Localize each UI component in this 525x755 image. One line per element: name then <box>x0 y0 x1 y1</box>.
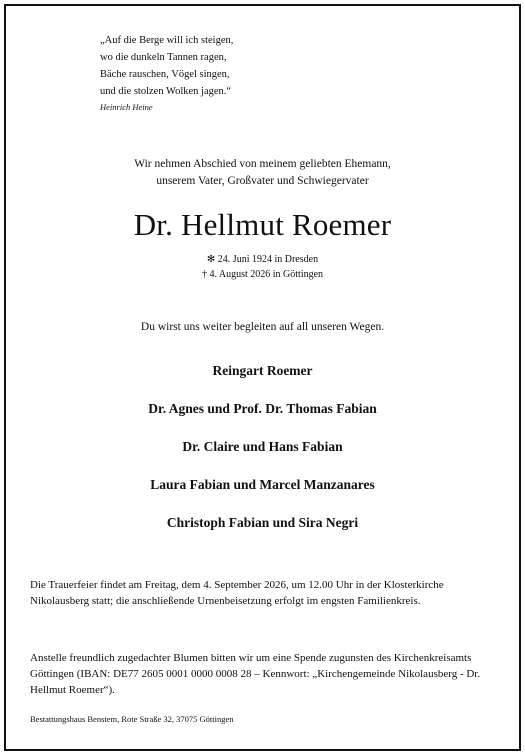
poem-line: Bäche rauschen, Vögel singen, <box>100 69 230 80</box>
mourner-name: Dr. Claire und Hans Fabian <box>182 439 343 454</box>
mourners-list <box>0 361 525 551</box>
intro-line: Wir nehmen Abschied von meinem geliebten Ehemann, <box>134 158 391 170</box>
poem-line: und die stolzen Wolken jagen.“ <box>100 86 232 97</box>
mourner-name: Laura Fabian und Marcel Manzanares <box>150 477 375 492</box>
donation-notice: Anstelle freundlich zugedachter Blumen bitten wir um eine Spende zugunsten des Kirchenkreisamts Göttingen (IBAN: DE77 2605 0001 0000 0008 28 – Kennwort: „Kirchengemeinde Nikolausberg - Dr. Hellmut Roemer“). <box>30 652 481 696</box>
funeral-home-address: Bestattungshaus Benstem, Rote Straße 32, 37075 Göttingen <box>30 714 234 724</box>
mourner-name: Reingart Roemer <box>212 363 313 378</box>
memorial-quote: Du wirst uns weiter begleiten auf all unseren Wegen. <box>140 321 385 333</box>
intro-line: unserem Vater, Großvater und Schwiegervater <box>156 175 369 187</box>
funeral-notice: Die Trauerfeier findet am Freitag, dem 4. September 2026, um 12.00 Uhr in der Klosterkirche Nikolausberg statt; die anschließende Urnenbeisetzung erfolgt im engsten Familienkreis. <box>30 579 444 607</box>
death-date: † 4. August 2026 in Göttingen <box>201 269 324 280</box>
poem <box>100 32 233 100</box>
deceased-name: Dr. Hellmut Roemer <box>133 207 392 242</box>
life-dates <box>0 252 525 282</box>
intro-text <box>0 156 525 190</box>
mourner-name: Christoph Fabian und Sira Negri <box>166 515 359 530</box>
poem-line: wo die dunkeln Tannen ragen, <box>100 52 227 63</box>
birth-date: ✻ 24. Juni 1924 in Dresden <box>206 254 319 265</box>
mourner-name: Dr. Agnes und Prof. Dr. Thomas Fabian <box>148 401 377 416</box>
poem-line: „Auf die Berge will ich steigen, <box>100 35 234 46</box>
poem-author: Heinrich Heine <box>100 102 153 112</box>
